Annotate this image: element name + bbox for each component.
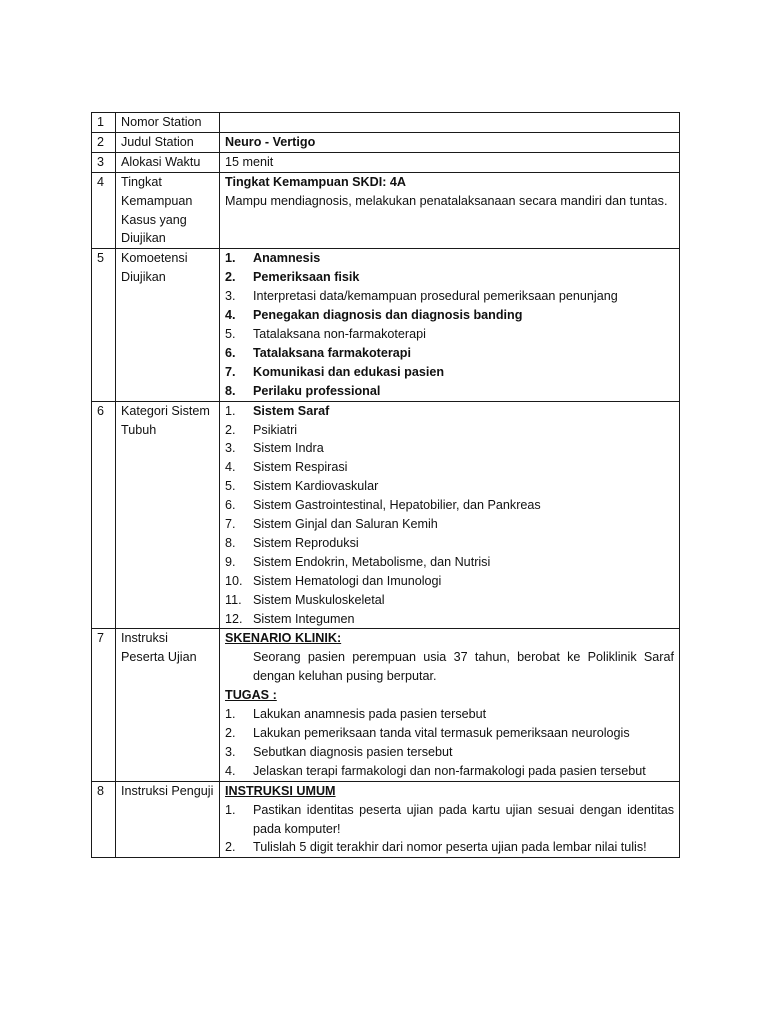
list-item: 7. Komunikasi dan edukasi pasien <box>225 364 445 379</box>
body-system-cell <box>220 401 680 629</box>
row-label: Alokasi Waktu <box>116 152 220 172</box>
candidate-instructions-cell <box>220 629 680 781</box>
examiner-instructions-cell <box>220 781 680 858</box>
table-row <box>92 152 680 172</box>
row-number: 8 <box>92 781 116 858</box>
list-item: 4. Sistem Respirasi <box>225 460 348 475</box>
list-item: 12. Sistem Integumen <box>225 611 355 626</box>
table-row <box>92 781 680 858</box>
osce-station-table <box>91 112 680 858</box>
list-item: 1. Pastikan identitas peserta ujian pada kartu ujian sesuai dengan identitas pada komputer! <box>225 802 674 836</box>
list-item: 3. Interpretasi data/kemampuan prosedural pemeriksaan penunjang <box>225 289 618 304</box>
competency-list-cell <box>220 249 680 401</box>
list-item: 11. Sistem Muskuloskeletal <box>225 592 385 607</box>
table-row <box>92 249 680 401</box>
competency-level-heading: Tingkat Kemampuan SKDI: 4A <box>225 174 407 189</box>
body-system-list <box>225 402 674 629</box>
row-number: 3 <box>92 152 116 172</box>
row-number: 1 <box>92 113 116 133</box>
table-row <box>92 401 680 629</box>
tasks-list <box>225 705 674 781</box>
table-row <box>92 172 680 249</box>
row-label: Komoetensi Diujikan <box>116 249 220 401</box>
list-item: 8. Sistem Reproduksi <box>225 535 359 550</box>
time-allocation-value: 15 menit <box>220 152 680 172</box>
row-number: 7 <box>92 629 116 781</box>
list-item: 2. Tulislah 5 digit terakhir dari nomor peserta ujian pada lembar nilai tulis! <box>225 840 647 855</box>
station-number-value <box>220 113 680 133</box>
row-label: Judul Station <box>116 132 220 152</box>
list-item: 6. Tatalaksana farmakoterapi <box>225 345 411 360</box>
competency-level-text: Mampu mendiagnosis, melakukan penatalaksanaan secara mandiri dan tuntas. <box>225 193 668 208</box>
row-label: Nomor Station <box>116 113 220 133</box>
list-item: 7. Sistem Ginjal dan Saluran Kemih <box>225 517 438 532</box>
list-item: 10. Sistem Hematologi dan Imunologi <box>225 573 442 588</box>
scenario-heading: SKENARIO KLINIK: <box>225 631 342 646</box>
list-item: 3. Sebutkan diagnosis pasien tersebut <box>225 744 453 759</box>
list-item: 1. Anamnesis <box>225 251 321 266</box>
row-number: 4 <box>92 172 116 249</box>
examiner-instructions-list <box>225 801 674 858</box>
list-item: 6. Sistem Gastrointestinal, Hepatobilier, dan Pankreas <box>225 498 541 513</box>
list-item: 1. Sistem Saraf <box>225 403 330 418</box>
list-item: 4. Jelaskan terapi farmakologi dan non-farmakologi pada pasien tersebut <box>225 763 646 778</box>
station-title-value: Neuro - Vertigo <box>220 132 680 152</box>
list-item: 3. Sistem Indra <box>225 441 324 456</box>
list-item: 2. Pemeriksaan fisik <box>225 270 360 285</box>
row-number: 5 <box>92 249 116 401</box>
tasks-heading: TUGAS : <box>225 688 277 703</box>
competency-level-cell <box>220 172 680 249</box>
table-row <box>92 629 680 781</box>
general-instructions-heading: INSTRUKSI UMUM <box>225 783 336 798</box>
scenario-text: Seorang pasien perempuan usia 37 tahun, berobat ke Poliklinik Saraf dengan keluhan pusing berputar. <box>253 650 674 684</box>
table-row <box>92 132 680 152</box>
list-item: 2. Lakukan pemeriksaan tanda vital termasuk pemeriksaan neurologis <box>225 726 630 740</box>
row-number: 2 <box>92 132 116 152</box>
list-item: 5. Sistem Kardiovaskular <box>225 479 379 494</box>
row-label: Kategori Sistem Tubuh <box>116 401 220 629</box>
list-item: 5. Tatalaksana non-farmakoterapi <box>225 326 426 341</box>
list-item: 8. Perilaku professional <box>225 383 381 398</box>
list-item: 1. Lakukan anamnesis pada pasien tersebut <box>225 707 487 722</box>
list-item: 9. Sistem Endokrin, Metabolisme, dan Nutrisi <box>225 554 491 569</box>
row-label: Tingkat Kemampuan Kasus yang Diujikan <box>116 172 220 249</box>
list-item: 4. Penegakan diagnosis dan diagnosis banding <box>225 308 523 323</box>
row-number: 6 <box>92 401 116 629</box>
row-label: Instruksi Penguji <box>116 781 220 858</box>
table-row <box>92 113 680 133</box>
row-label: Instruksi Peserta Ujian <box>116 629 220 781</box>
competency-list <box>225 249 674 400</box>
list-item: 2. Psikiatri <box>225 422 298 437</box>
